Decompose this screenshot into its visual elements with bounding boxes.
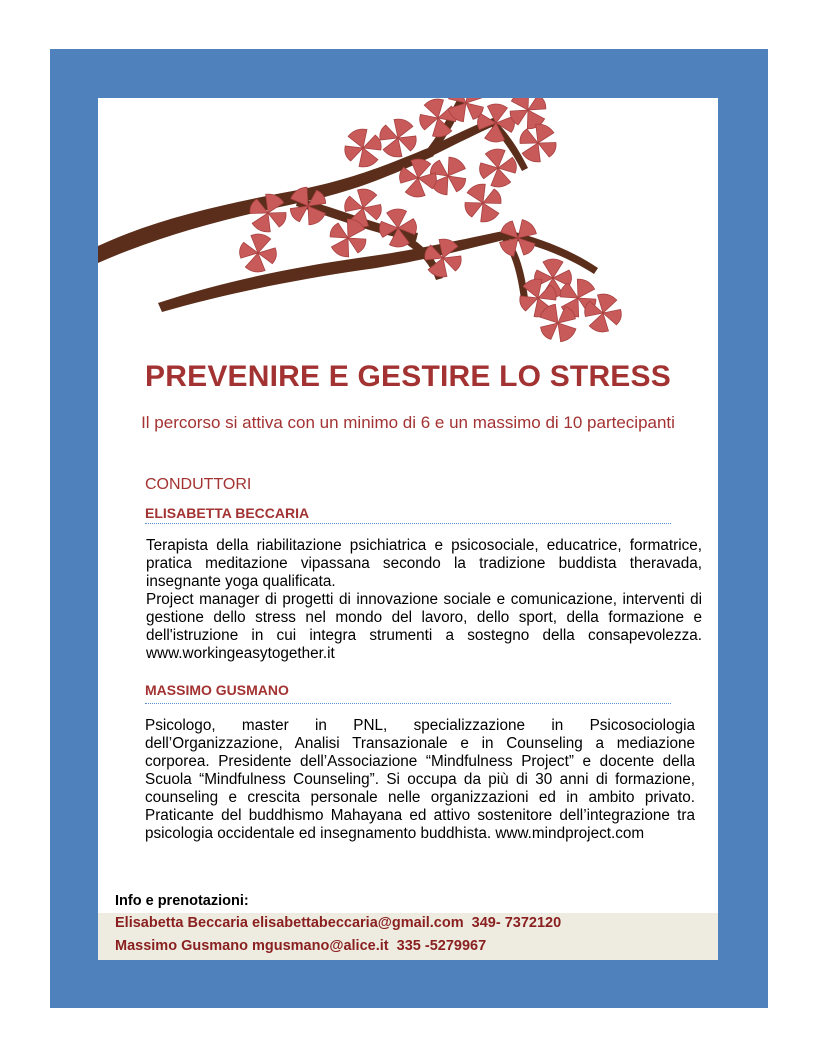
- info-heading: Info e prenotazioni:: [115, 893, 249, 909]
- bio-gusmano: [145, 717, 695, 843]
- flyer-card: [98, 98, 718, 960]
- bio-paragraph: Psicologo, master in PNL, specializzazione in Psicosociologia dell’Organizzazione, Analisi Transazionale e in Counseling a mediazione corporea. Presidente dell’Associazione “Mindfulness Project” e docente della Scuola “Mindfulness Counseling”. Si occupa da più di 30 anni di formazione, counseling e crescita personale nelle organizzazioni ed in ambito privato. Praticante del buddhismo Mahayana ed attivo sostenitore dell’integrazione tra psicologia occidentale ed insegnamento buddhista. www.mindproject.com: [145, 717, 695, 842]
- bio-paragraph: Project manager di progetti di innovazione sociale e comunicazione, interventi di gestione dello stress nel mondo del lavoro, dello sport, della formazione e dell'istruzione in cui integra strumenti a sostegno della consapevolezza. www.workingeasytogether.it: [146, 591, 702, 662]
- subtitle: Il percorso si attiva con un minimo di 6 e un massimo di 10 partecipanti: [141, 413, 675, 432]
- contact-beccaria: Elisabetta Beccaria elisabettabeccaria@gmail.com 349- 7372120: [115, 915, 562, 931]
- page-title: PREVENIRE E GESTIRE LO STRESS: [145, 360, 671, 393]
- person-name-gusmano: MASSIMO GUSMANO: [145, 682, 289, 698]
- cherry-blossom-branch-icon: [98, 98, 718, 358]
- dotted-divider: [145, 523, 671, 524]
- section-label-conductors: CONDUTTORI: [145, 476, 252, 493]
- bio-beccaria: [146, 537, 702, 663]
- dotted-divider: [145, 703, 671, 704]
- person-name-beccaria: ELISABETTA BECCARIA: [145, 505, 310, 521]
- contact-gusmano: Massimo Gusmano mgusmano@alice.it 335 -5279967: [115, 938, 487, 954]
- bio-paragraph: Terapista della riabilitazione psichiatrica e psicosociale, educatrice, formatrice, pratica meditazione vipassana secondo la tradizione buddista theravada, insegnante yoga qualificata.: [146, 537, 702, 590]
